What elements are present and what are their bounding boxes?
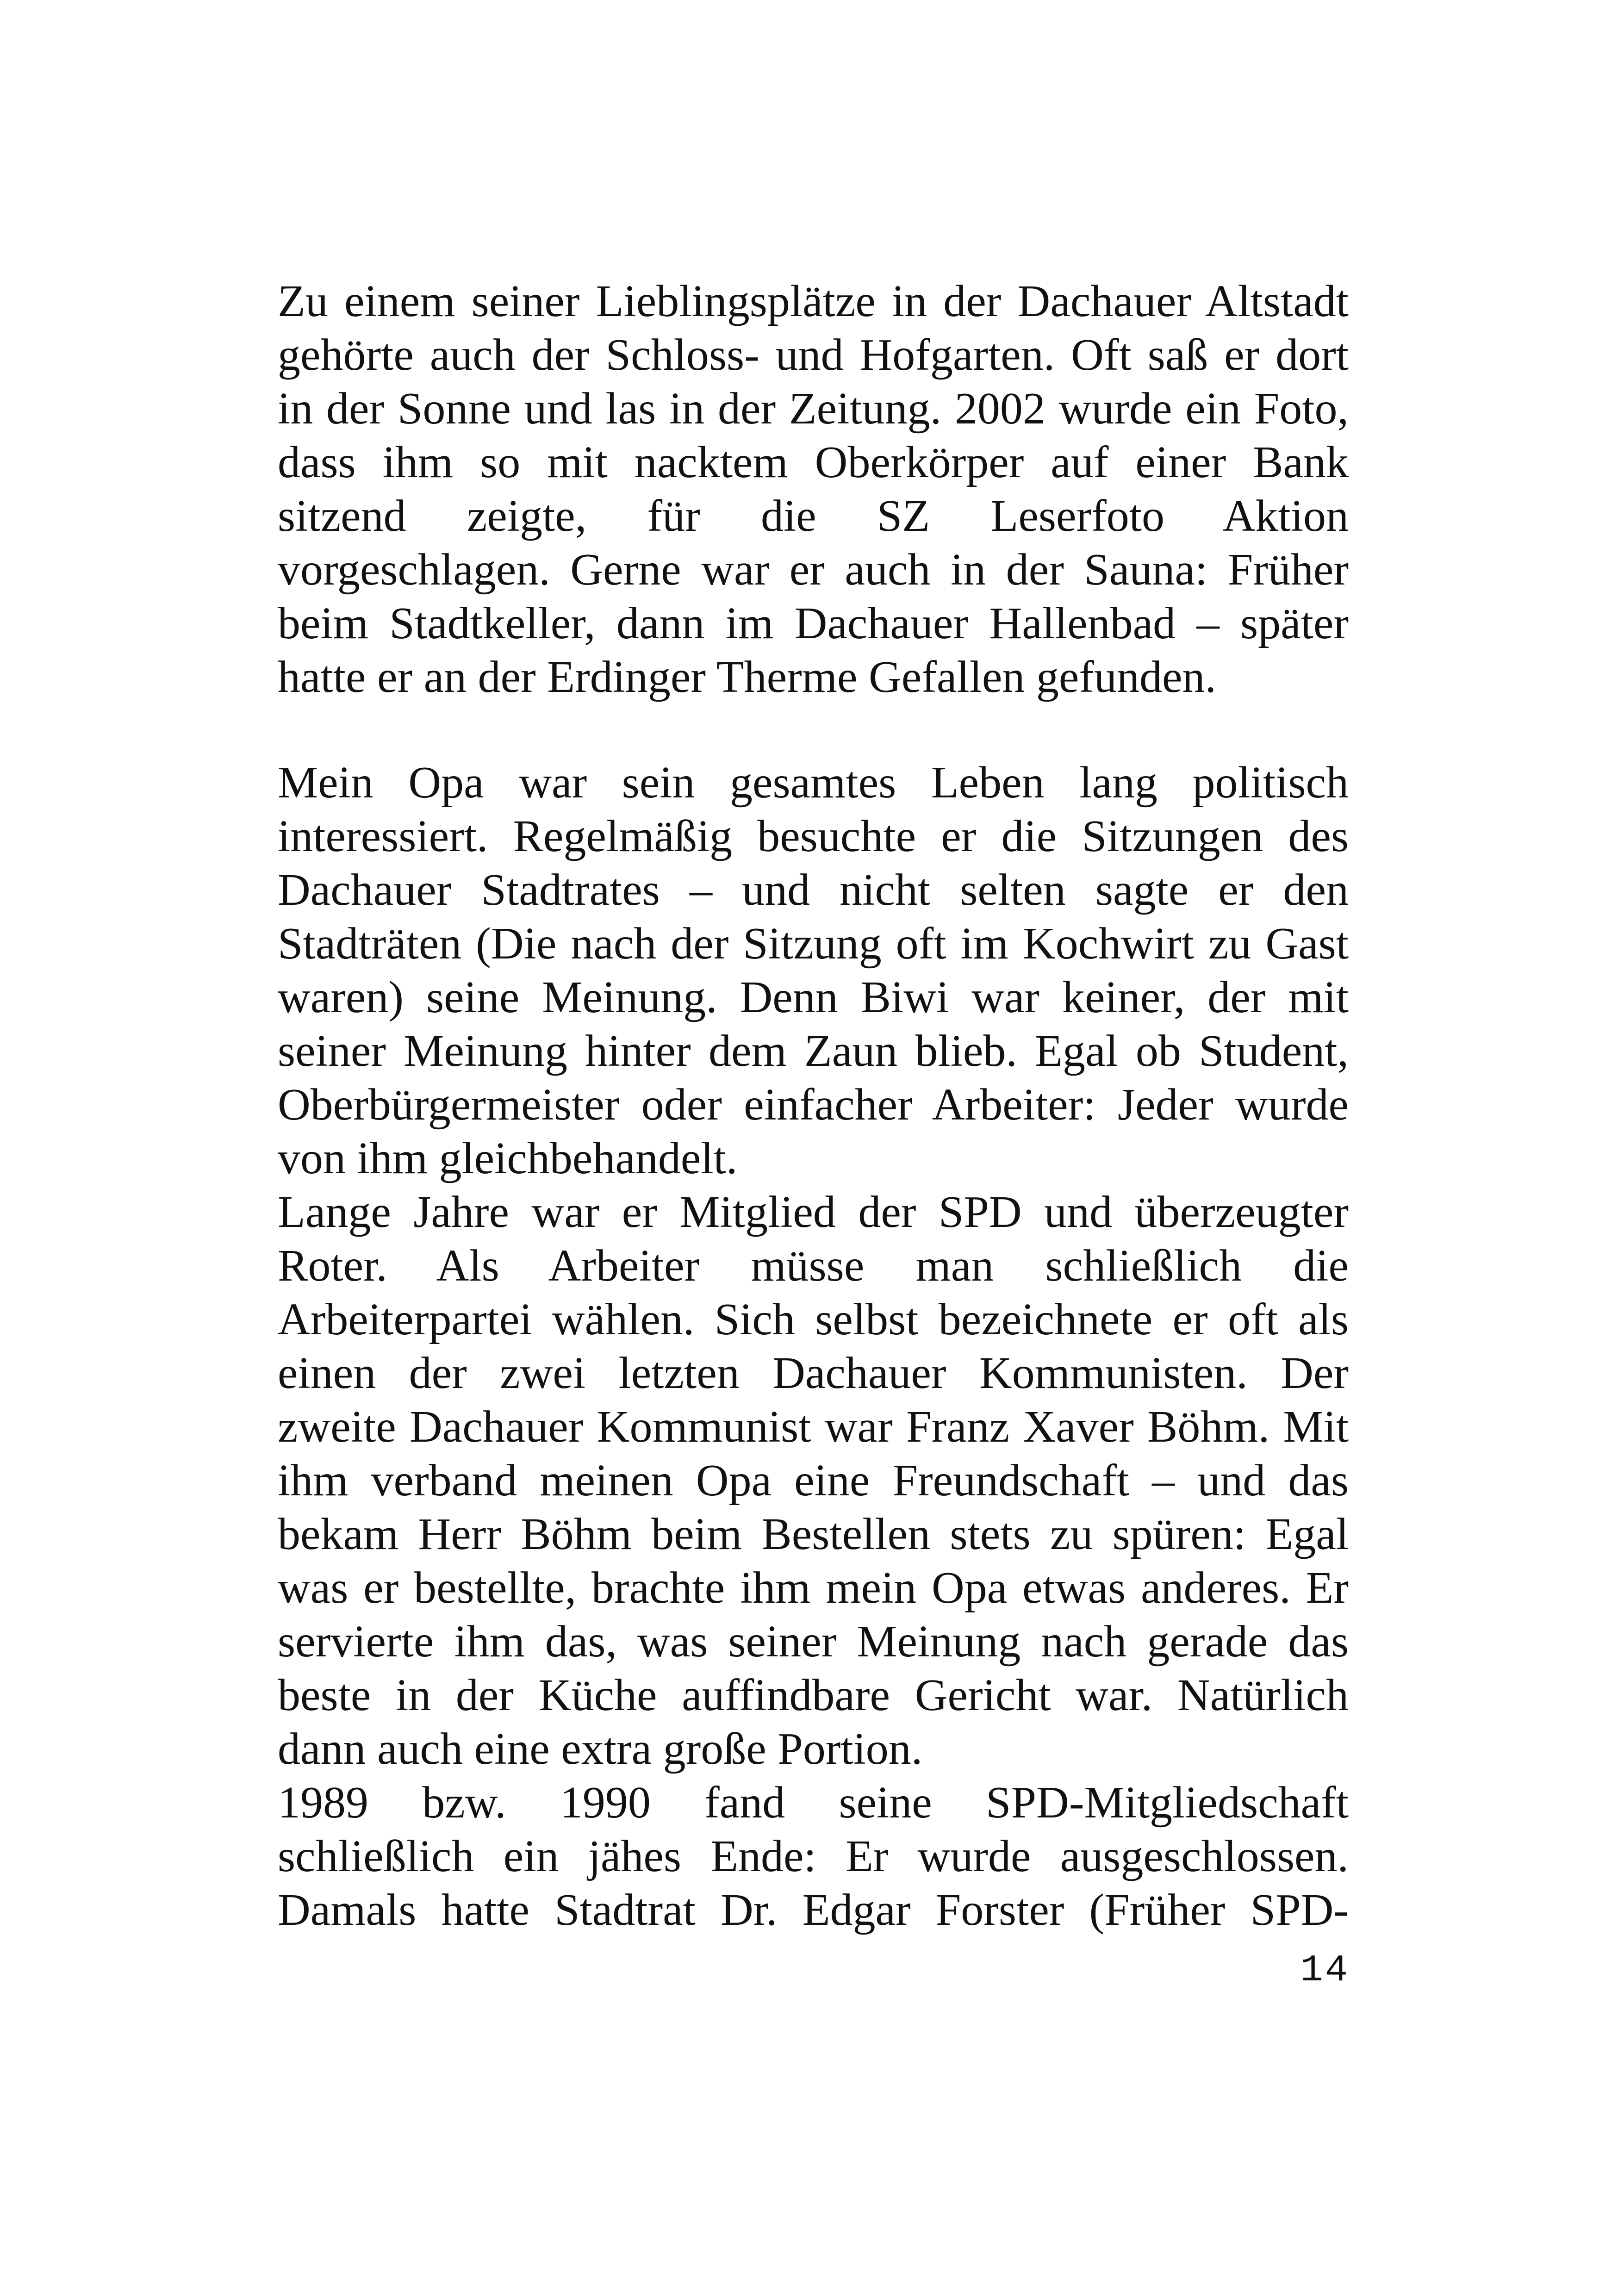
text-line: Lange Jahre war er Mitglied der SPD und überzeugter — [278, 1187, 1349, 1237]
text-line: beste in der Küche auffindbare Gericht war. Natürlich — [278, 1670, 1349, 1720]
text-line: servierte ihm das, was seiner Meinung nach gerade das — [278, 1617, 1349, 1667]
text-line: sitzend zeigte, für die SZ Leserfoto Aktion — [278, 491, 1349, 541]
text-line: dann auch eine extra große Portion. — [278, 1724, 923, 1774]
paragraph — [278, 756, 1349, 1185]
text-line: waren) seine Meinung. Denn Biwi war keiner, der mit — [278, 972, 1349, 1022]
text-line: gehörte auch der Schloss- und Hofgarten. Oft saß er dort — [278, 330, 1349, 380]
text-line: Roter. Als Arbeiter müsse man schließlich die — [278, 1241, 1349, 1291]
text-line: Stadträten (Die nach der Sitzung oft im Kochwirt zu Gast — [278, 919, 1349, 969]
text-line: zweite Dachauer Kommunist war Franz Xaver Böhm. Mit — [278, 1402, 1349, 1452]
paragraph — [278, 274, 1349, 704]
text-line: Damals hatte Stadtrat Dr. Edgar Forster (Früher SPD- — [278, 1885, 1349, 1935]
text-line: was er bestellte, brachte ihm mein Opa etwas anderes. Er — [278, 1563, 1349, 1613]
text-line: beim Stadtkeller, dann im Dachauer Hallenbad – später — [278, 598, 1349, 648]
text-line: schließlich ein jähes Ende: Er wurde ausgeschlossen. — [278, 1831, 1349, 1881]
text-line: Arbeiterpartei wählen. Sich selbst bezeichnete er oft als — [278, 1294, 1349, 1344]
text-line: seiner Meinung hinter dem Zaun blieb. Egal ob Student, — [278, 1026, 1349, 1076]
paragraph — [278, 1185, 1349, 1776]
text-line: von ihm gleichbehandelt. — [278, 1133, 738, 1183]
paragraph — [278, 1776, 1349, 1937]
text-line: Dachauer Stadtrates – und nicht selten sagte er den — [278, 865, 1349, 915]
text-line: bekam Herr Böhm beim Bestellen stets zu spüren: Egal — [278, 1509, 1349, 1559]
text-line: dass ihm so mit nacktem Oberkörper auf einer Bank — [278, 437, 1349, 487]
text-line: vorgeschlagen. Gerne war er auch in der Sauna: Früher — [278, 545, 1349, 595]
text-line: Zu einem seiner Lieblingsplätze in der Dachauer Altstadt — [278, 276, 1349, 326]
page-number: 14 — [1300, 1949, 1350, 1992]
text-line: hatte er an der Erdinger Therme Gefallen gefunden. — [278, 652, 1216, 702]
text-line: ihm verband meinen Opa eine Freundschaft – und das — [278, 1456, 1349, 1506]
text-line: 1989 bzw. 1990 fand seine SPD-Mitgliedschaft — [278, 1778, 1349, 1828]
paragraph-gap — [278, 704, 1349, 756]
text-line: in der Sonne und las in der Zeitung. 2002 wurde ein Foto, — [278, 384, 1349, 434]
text-line: interessiert. Regelmäßig besuchte er die Sitzungen des — [278, 811, 1349, 861]
text-line: Oberbürgermeister oder einfacher Arbeiter: Jeder wurde — [278, 1080, 1349, 1130]
body-text — [278, 274, 1349, 1937]
text-line: Mein Opa war sein gesamtes Leben lang politisch — [278, 758, 1349, 808]
text-line: einen der zwei letzten Dachauer Kommunisten. Der — [278, 1348, 1349, 1398]
